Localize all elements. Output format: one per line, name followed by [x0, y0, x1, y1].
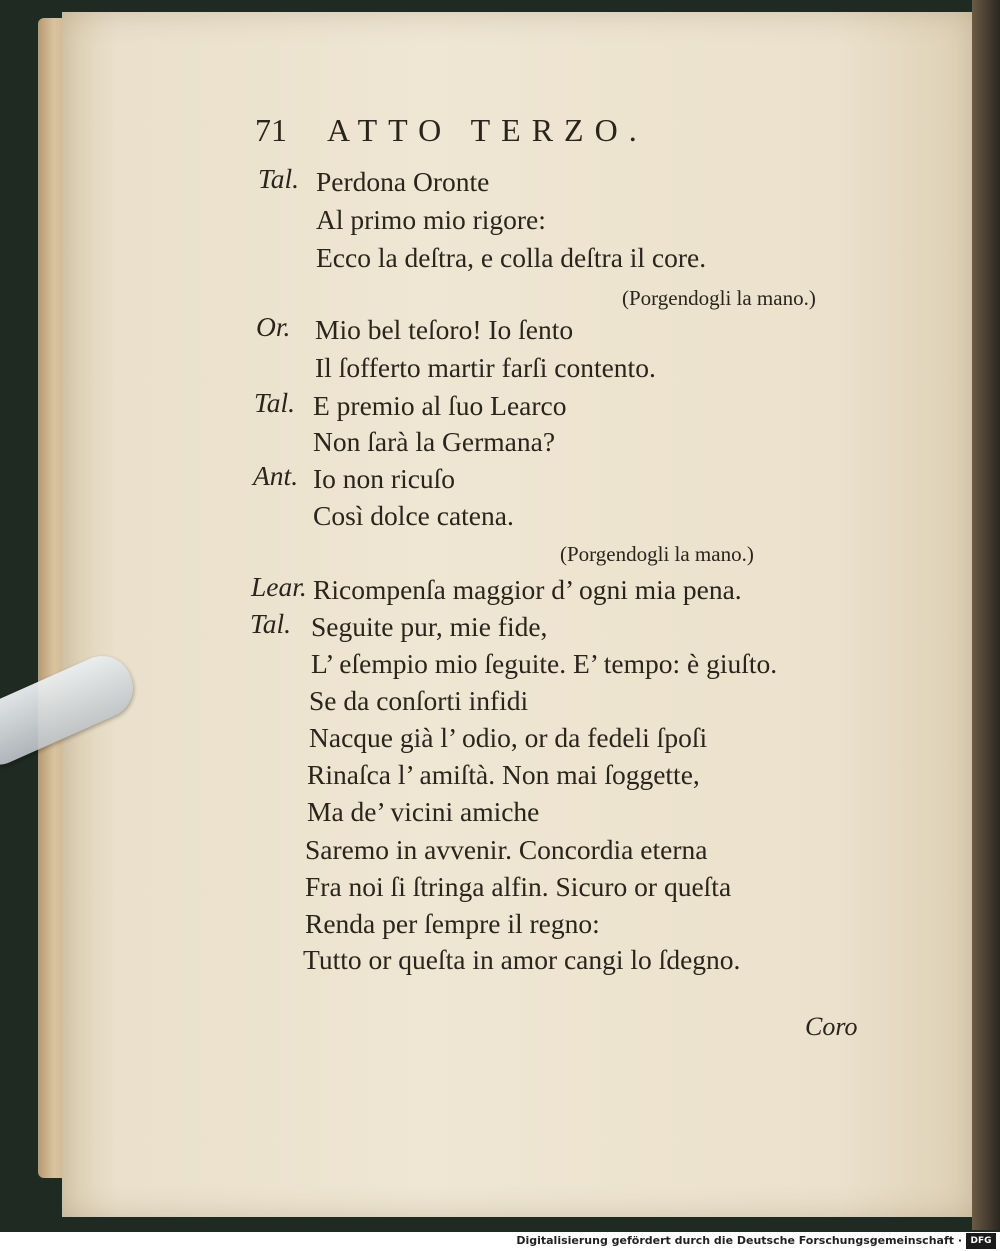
speaker-label: Lear.	[251, 571, 307, 602]
verse-line: Al primo mio rigore:	[316, 204, 546, 235]
verse-line: Mio bel teſoro! Io ſento	[315, 314, 574, 345]
verse-line: Saremo in avvenir. Concordia eterna	[305, 834, 708, 865]
verse-line: Se da conſorti infidi	[309, 685, 529, 716]
verse-line: Ricompenſa maggior d’ ogni mia pena.	[313, 574, 742, 605]
verse-line: E premio al ſuo Learco	[313, 390, 567, 421]
verse-line: Renda per ſempre il regno:	[305, 908, 600, 939]
dfg-logo-icon: DFG	[966, 1233, 996, 1249]
speaker-label: Or.	[256, 311, 291, 342]
verse-line: Ma de’ vicini amiche	[307, 796, 540, 827]
catchword: Coro	[805, 1012, 858, 1041]
verse-line: Fra noi ſi ſtringa alfin. Sicuro or queſta	[305, 871, 732, 902]
digitization-credit: Digitalisierung gefördert durch die Deutsche Forschungsgemeinschaft ·	[516, 1234, 962, 1247]
speaker-label: Tal.	[250, 608, 292, 639]
stage-direction: (Porgendogli la mano.)	[560, 542, 754, 566]
verse-line: Così dolce catena.	[313, 500, 514, 531]
speaker-label: Tal.	[254, 387, 296, 418]
verse-line: Ecco la deſtra, e colla deſtra il core.	[316, 242, 707, 273]
verse-line: Io non ricuſo	[313, 463, 456, 494]
speaker-label: Tal.	[258, 163, 300, 194]
running-header	[255, 112, 775, 149]
verse-line: Nacque già l’ odio, or da fedeli ſpoſi	[309, 722, 708, 753]
verse-line: Seguite pur, mie fide,	[311, 611, 548, 642]
stage-direction: (Porgendogli la mano.)	[622, 286, 816, 310]
verse-line: Tutto or queſta in amor cangi lo ſdegno.	[303, 944, 741, 975]
verse-line: Non ſarà la Germana?	[313, 426, 556, 457]
page-number: 71	[255, 112, 287, 148]
act-title: ATTO TERZO.	[327, 112, 648, 148]
verse-line: Il ſofferto martir farſi contento.	[315, 352, 656, 383]
verse-line: Perdona Oronte	[316, 166, 490, 197]
verse-line: Rinaſca l’ amiſtà. Non mai ſoggette,	[307, 759, 700, 790]
speaker-label: Ant.	[253, 460, 299, 491]
verse-line: L’ eſempio mio ſeguite. E’ tempo: è giuſto.	[311, 648, 778, 679]
